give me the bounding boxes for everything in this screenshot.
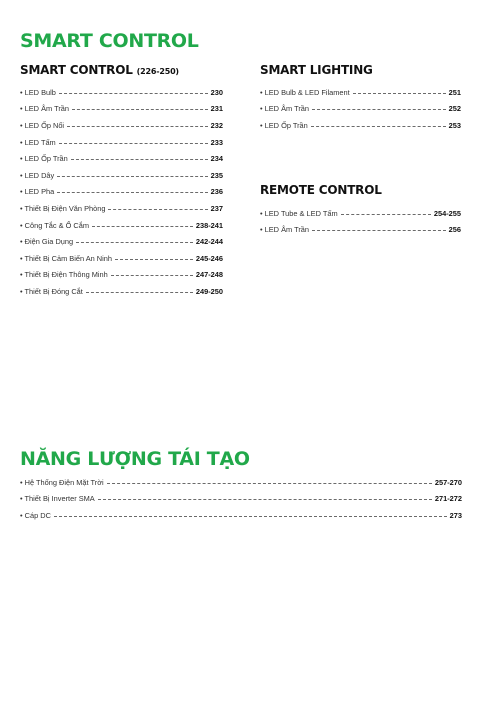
toc-entry-label: • Điện Gia Dụng [20,237,74,247]
toc-entry-label: • LED Ốp Nổi [20,120,65,130]
dot-leader [57,176,207,177]
toc-entry-page: 253 [448,120,461,130]
toc-entry-page: 238-241 [195,220,223,230]
toc-entry-label: • LED Âm Trần [20,104,69,114]
toc-entry-page: 271-272 [434,494,462,504]
toc-entry[interactable] [20,491,462,508]
dot-leader [59,143,208,144]
toc-entry-label: • LED Tube & LED Tấm [260,208,338,218]
toc-entry[interactable] [20,117,223,134]
dot-leader [72,109,208,110]
section-title-renewable-energy: NĂNG LƯỢNG TÁI TẠO [20,448,250,470]
toc-entry-label: • LED Dây [20,170,55,180]
toc-entry-label: • Thiết Bị Điện Thông Minh [20,270,108,280]
toc-entry-page: 247-248 [195,270,223,280]
dot-leader [98,499,432,500]
dot-leader [59,93,208,94]
toc-entry-page: 254-255 [433,208,461,218]
toc-entry[interactable] [20,283,223,300]
toc-entry-label: • LED Ốp Trần [260,120,308,130]
dot-leader [57,192,207,193]
toc-entry-label: • Thiết Bị Đóng Cắt [20,286,83,296]
subheading-smart-control [20,63,179,77]
subheading-label: SMART CONTROL [20,63,133,77]
toc-entry-label: • LED Bulb & LED Filament [260,87,350,97]
toc-entry-label: • LED Ốp Trần [20,154,68,164]
toc-entry[interactable] [20,267,223,284]
toc-entry[interactable] [20,250,223,267]
dot-leader [67,126,208,127]
toc-entry-page: 237 [210,203,223,213]
toc-entry[interactable] [20,474,462,491]
toc-entry-label: • Thiết Bị Cảm Biến An Ninh [20,253,113,263]
dot-leader [312,109,446,110]
toc-entry[interactable] [20,134,223,151]
toc-entry[interactable] [20,184,223,201]
toc-entry[interactable] [20,217,223,234]
dot-leader [353,93,446,94]
dot-leader [311,126,446,127]
dot-leader [54,516,447,517]
toc-entry-page: 235 [210,170,223,180]
dot-leader [108,209,207,210]
toc-entry-page: 252 [448,104,461,114]
toc-list-renewable-energy [20,474,462,524]
dot-leader [92,226,193,227]
toc-entry-page: 236 [210,187,223,197]
toc-entry-page: 251 [448,87,461,97]
toc-entry-page: 230 [210,87,223,97]
page-range: (226-250) [136,67,179,76]
dot-leader [111,275,193,276]
toc-entry-page: 257-270 [434,477,462,487]
toc-entry-page: 232 [210,120,223,130]
toc-list-remote-control [260,205,461,238]
dot-leader [312,230,446,231]
dot-leader [107,483,432,484]
toc-entry-page: 245-246 [195,253,223,263]
toc-entry-page: 249-250 [195,286,223,296]
toc-list-smart-lighting [260,84,461,134]
toc-entry[interactable] [20,233,223,250]
toc-entry-label: • Công Tắc & Ổ Cắm [20,220,89,230]
toc-entry-label: • LED Âm Trần [260,225,309,235]
toc-entry[interactable] [260,101,461,118]
dot-leader [115,259,193,260]
toc-entry[interactable] [20,150,223,167]
dot-leader [341,214,431,215]
toc-entry-label: • LED Âm Trần [260,104,309,114]
toc-entry-page: 242-244 [195,237,223,247]
toc-entry-page: 233 [210,137,223,147]
toc-entry-label: • LED Tấm [20,137,56,147]
toc-entry[interactable] [260,205,461,222]
toc-entry[interactable] [20,507,462,524]
toc-entry[interactable] [20,167,223,184]
toc-entry-page: 256 [448,225,461,235]
toc-entry-page: 273 [449,510,462,520]
dot-leader [71,159,208,160]
toc-entry[interactable] [20,200,223,217]
toc-entry-label: • Cáp DC [20,510,51,520]
section-title-smart-control: SMART CONTROL [20,30,199,52]
toc-list-smart-control [20,84,223,300]
dot-leader [76,242,193,243]
toc-entry-label: • LED Pha [20,187,55,197]
toc-entry-label: • Thiết Bị Inverter SMA [20,494,95,504]
toc-entry[interactable] [20,84,223,101]
toc-entry[interactable] [20,101,223,118]
toc-entry-label: • LED Bulb [20,87,56,97]
toc-entry-label: • Hệ Thống Điện Mặt Trời [20,477,104,487]
toc-entry-page: 231 [210,104,223,114]
subheading-smart-lighting: SMART LIGHTING [260,63,373,77]
toc-entry[interactable] [260,222,461,239]
toc-entry-page: 234 [210,154,223,164]
toc-entry[interactable] [260,117,461,134]
dot-leader [86,292,193,293]
toc-entry-label: • Thiết Bị Điện Văn Phòng [20,203,106,213]
toc-entry[interactable] [260,84,461,101]
subheading-remote-control: REMOTE CONTROL [260,183,382,197]
